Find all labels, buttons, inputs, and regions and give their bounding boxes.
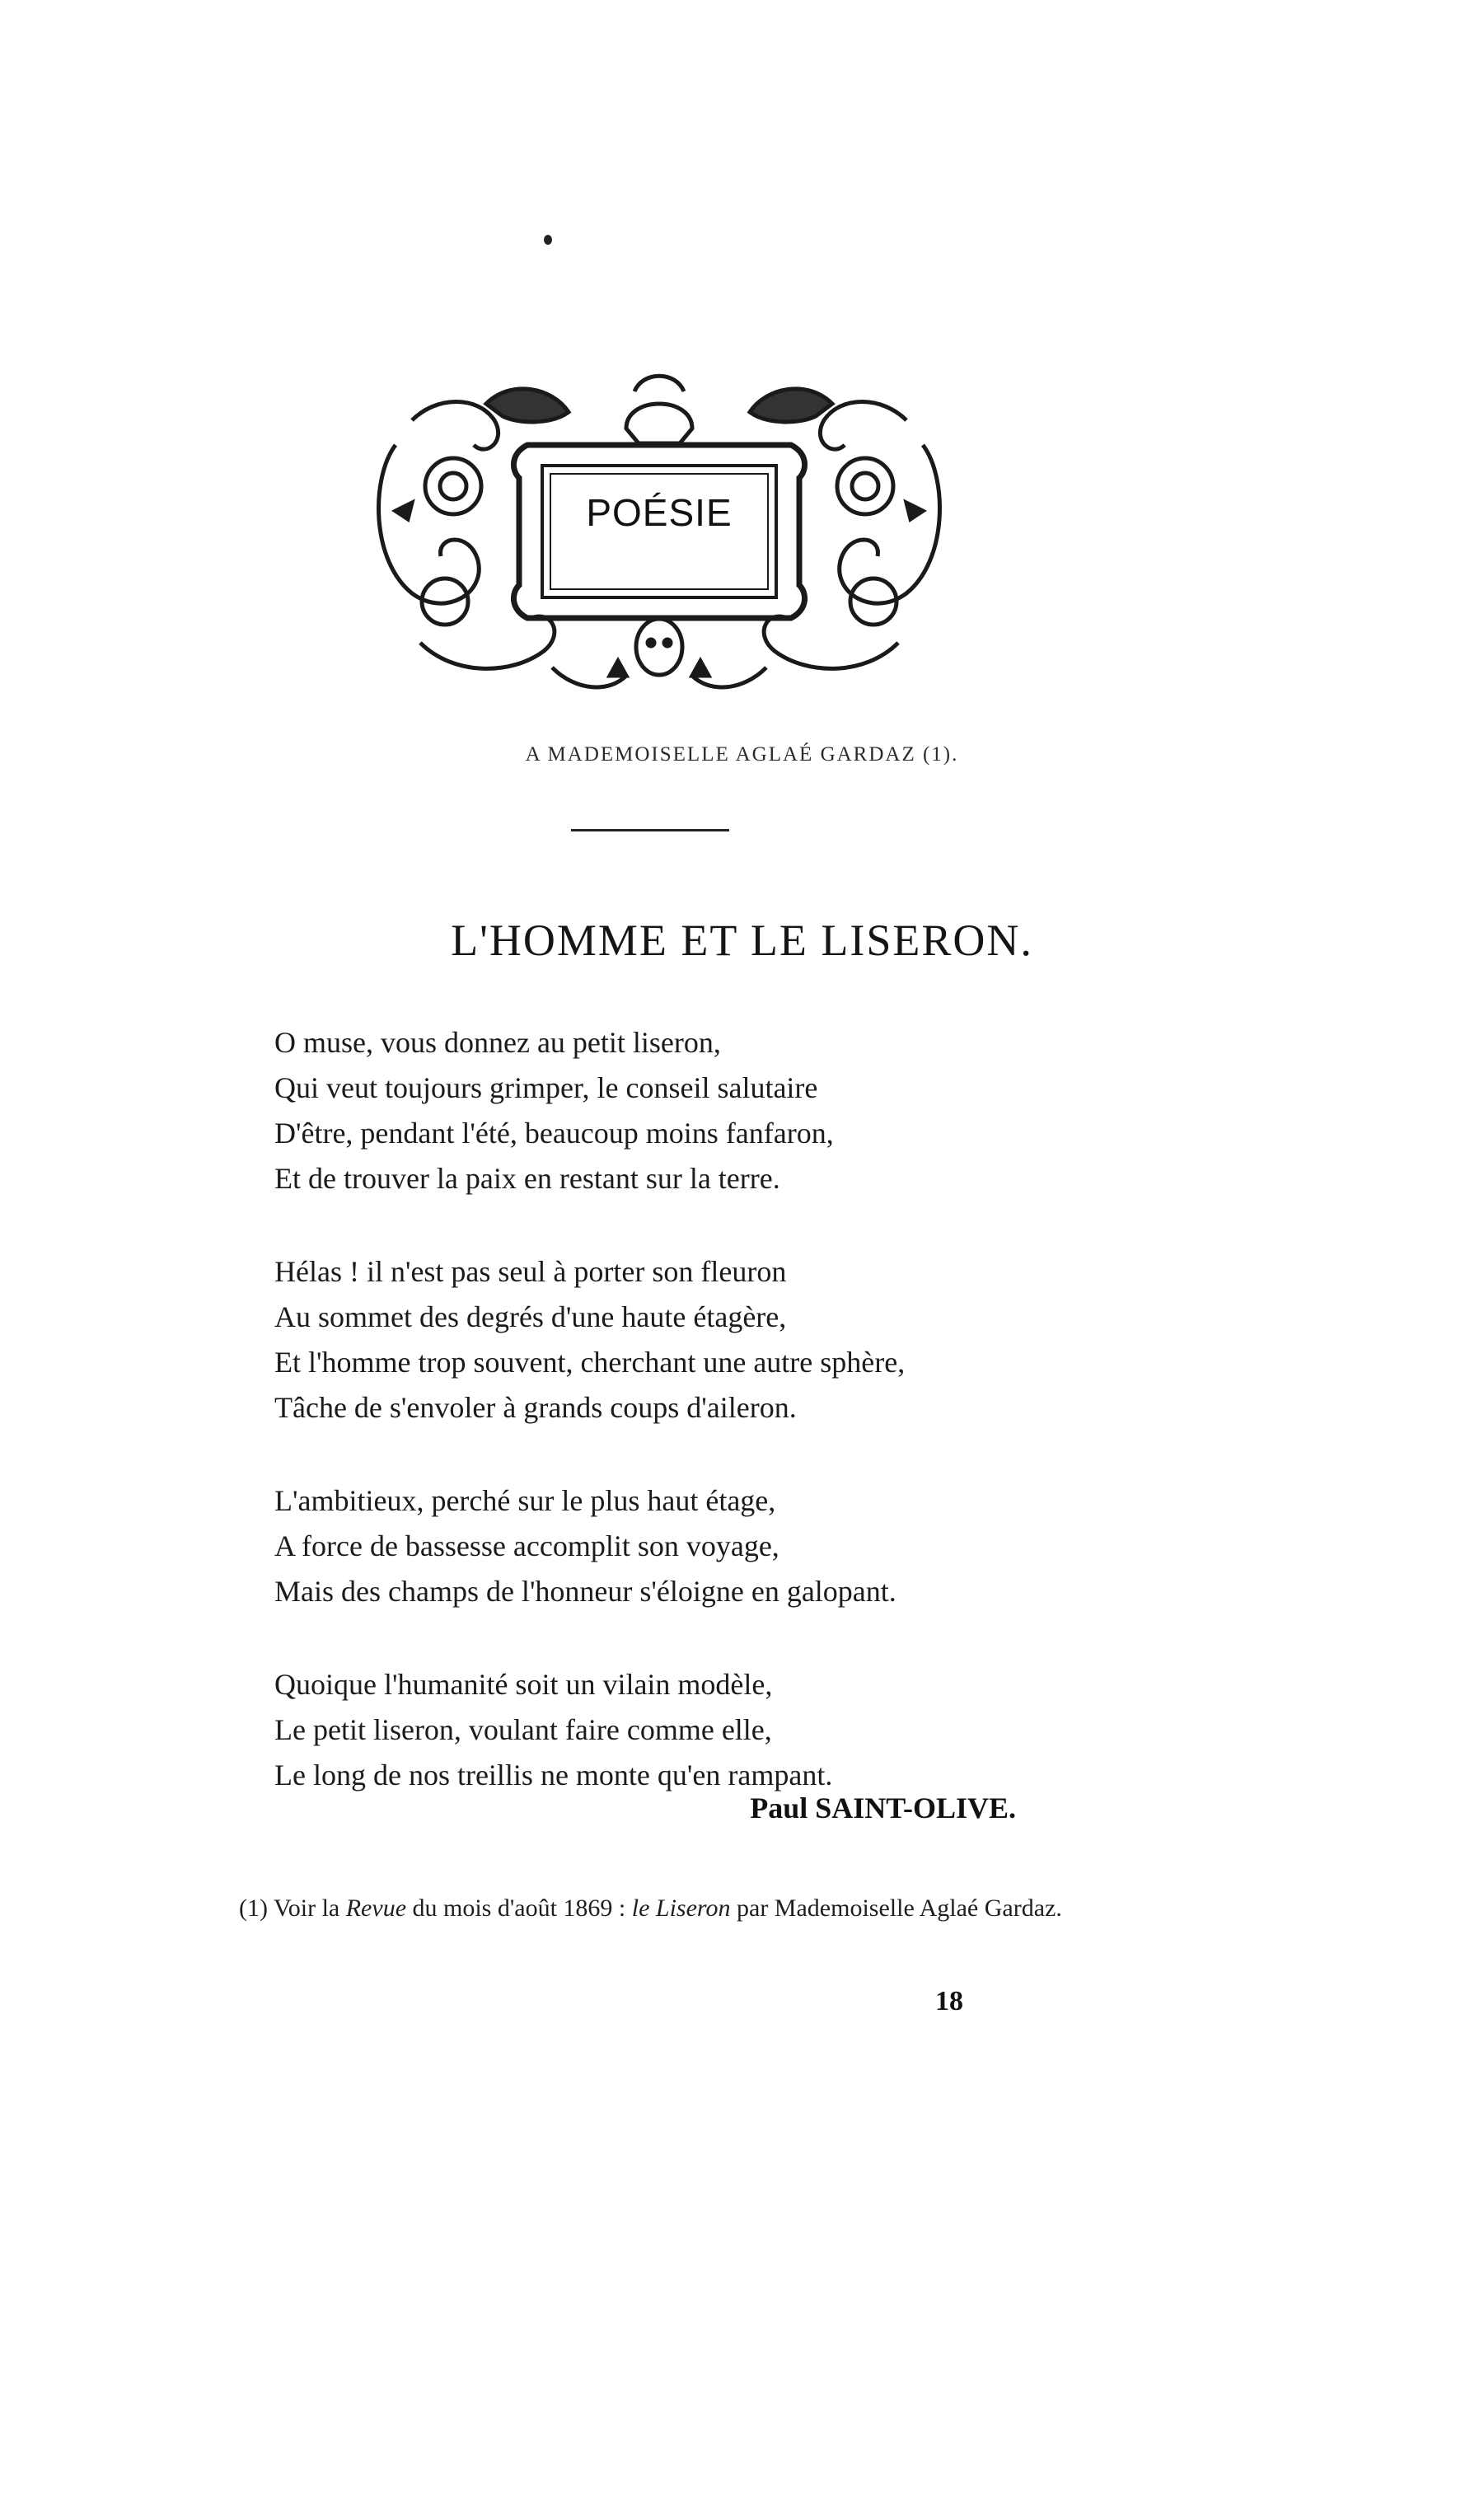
verse-line: O muse, vous donnez au petit liseron, [274,1026,721,1059]
footnote-journal: Revue [345,1894,407,1922]
footnote-text: du mois d'août 1869 : [412,1894,626,1922]
verse-line: Mais des champs de l'honneur s'éloigne en galopant. [274,1575,896,1608]
verse-line: Tâche de s'envoler à grands coups d'aileron. [274,1391,797,1424]
author-last-name: SAINT-OLIVE. [815,1791,1016,1824]
verse-line: Le long de nos treillis ne monte qu'en rampant. [274,1759,833,1791]
poem-title: L'HOMME ET LE LISERON. [451,916,1033,965]
author-first-name: Paul [750,1791,808,1824]
verse-line: A force de bassesse accomplit son voyage, [274,1529,779,1562]
verse-line: L'ambitieux, perché sur le plus haut étage, [274,1484,776,1517]
verse-line: D'être, pendant l'été, beaucoup moins fanfaron, [274,1117,834,1150]
stanza [274,1249,1082,1431]
divider-rule [571,829,729,831]
verse-line: Qui veut toujours grimper, le conseil salutaire [274,1071,818,1104]
verse-line: Et l'homme trop souvent, cherchant une autre sphère, [274,1346,906,1379]
verse-line: Et de trouver la paix en restant sur la terre. [274,1162,780,1195]
stanza [274,1662,1082,1798]
dedication: A MADEMOISELLE AGLAÉ GARDAZ (1). [525,743,959,766]
footnote-text: Voir la [273,1894,340,1922]
page-number: 18 [935,1986,963,2016]
stanza [274,1478,1082,1614]
author-signature [0,1791,1016,1825]
verse-line: Quoique l'humanité soit un vilain modèle, [274,1668,773,1701]
poem-body [274,1020,1082,1846]
footnote [211,1888,1109,1929]
verse-line: Hélas ! il n'est pas seul à porter son fleuron [274,1255,787,1288]
poesie-heading: POÉSIE [586,491,733,534]
footnote-text: par Mademoiselle Aglaé Gardaz. [737,1894,1062,1922]
verse-line: Au sommet des degrés d'une haute étagère, [274,1300,787,1333]
footnote-marker: (1) [239,1894,268,1922]
ink-dot [544,235,552,245]
stanza [274,1020,1082,1201]
poesie-headpiece-ornament [363,346,956,709]
verse-line: Le petit liseron, voulant faire comme elle, [274,1713,772,1746]
footnote-work: le Liseron [631,1894,731,1922]
